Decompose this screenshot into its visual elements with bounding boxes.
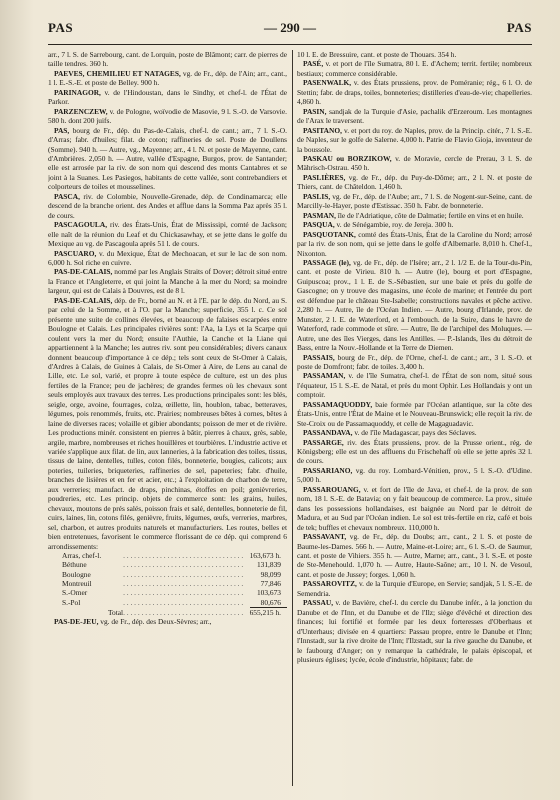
arrondissement-population: 98,099 [260, 569, 281, 579]
arrondissement-population: 163,673 h. [249, 551, 281, 561]
entry-text: nommé par les Anglais Straits of Dover; détroit situé entre la France et l'Angleterre, et qui joint la Manche à la mer du Nord; sa moindre largeur, qui est de Calais à Douvres, est de 8 l. [48, 267, 287, 296]
dictionary-entry [297, 173, 532, 192]
entry-headword: PASCAGOULA, [54, 220, 108, 230]
entry-text: v. et port du roy. de Naples, prov. de la Princip. citér., 7 l. S.-E. de Naples, sur le golfe de Salerne. 4,000 h. Patrie de Flavio Gioja, inventeur de la boussole. [297, 125, 532, 154]
entry-headword: PASSAGE (le), [303, 257, 351, 267]
entry-text: arr., 7 l. S. de Sarrebourg, cant. de Lorquin, poste de Blâmont; carr. de pierres de taille tendres. 360 h. [48, 50, 287, 69]
entry-text: vg. de Fr., dép. de l'Isère; arr., 2 l. 1/2 E. de la Tour-du-Pin, cant. et poste de Virieu. 810 h. — Autre (le), bourg et port d'Espagne, Guipuscoa; prov., 1 l. E. de S.-Sébastien, sur une baie et près du golfe de Gascogne; on y trouve des magasins, une école de marine; et l'entrée du port est défendue par le château Ste-Isabelle; constructions navales et pêche active. 2,280 h. — Autre, île de l'Océan Indien. — Autre, bourg d'Irlande, prov. de Munster, 2 l. E. de Waterford, et à l'embouch. de la Suire, dans le havre de Waterford, rade commode et sûre. — Autre, île de l'archipel des Moluques. — Autre, une des îles Vierges, dans les Antilles. — P.-Islands, îles du détroit de Bass, entre la Nouv.-Hollande et la Terre de Diemen. [297, 257, 532, 353]
entry-headword: PASSAU, [303, 598, 334, 608]
leader-dots: . . . . . . . . . . . . . . . . . . . . . . . . . . . . . . . . . [123, 569, 244, 579]
arrondissement-row [48, 570, 287, 579]
entry-headword: PAS, [54, 125, 70, 135]
arrondissement-name: Arras, chef-l. [62, 551, 102, 561]
leader-dots: . . . . . . . . . . . . . . . . . . . . . . . . . . . . . . . . . [123, 607, 244, 617]
entry-text: riv. des États-Unis, État de Mississipi, comté de Jackson; elle naît de la réunion du Leaf et du Chickasawhay, et se jette dans le golfe du Mexique au vg. de Pascagoula après 51 l. de cours. [48, 220, 287, 249]
entry-text: 10 l. E. de Bressuire, cant. et poste de Thouars. 354 h. [297, 50, 457, 59]
entry-text: vg. de Fr., dép. des Deux-Sèvres; arr., [100, 617, 212, 627]
arrondissements-table [48, 551, 287, 617]
dictionary-entry [297, 532, 532, 579]
total-population: 655,215 h. [250, 607, 287, 617]
entry-headword: PASLIS, [303, 191, 331, 201]
arrondissement-name: Boulogne [62, 569, 91, 579]
header-right-word: PAS [506, 20, 532, 35]
dictionary-entry [297, 59, 532, 78]
entry-text: v. de l'Hindoustan, dans le Sindhy, et chef-l. de l'État de Parkor. [48, 87, 287, 107]
entry-headword: PASSAMAQUODDY, [303, 399, 373, 409]
dictionary-entry [297, 220, 532, 229]
entry-text: bourg de Fr., dép. de l'Orne, chef-l. de cant.; arr., 3 l. S.-O. et poste de Domfront; fabr. de toiles. 3,400 h. [297, 352, 532, 371]
header-rule [48, 44, 532, 45]
entry-text: vg. de Fr., dép. de l'Ain; arr., cant., 1 l. E.-S.-E. et poste de Belley. 900 h. [48, 68, 287, 88]
entry-text: riv. de Colombie, Nouvelle-Grenade, dép. de Condinamarca; elle descend de la branche orient. des Andes et afflue dans la Somma Paz après 35 l. de cours. [48, 191, 287, 220]
entry-headword: PASSAMAN, [303, 371, 346, 381]
dictionary-entry [48, 249, 287, 268]
dictionary-entry [297, 258, 532, 353]
dictionary-entry [297, 78, 532, 106]
dictionary-entry [297, 466, 532, 485]
dictionary-entry [48, 69, 287, 88]
dictionary-entry [297, 438, 532, 466]
dictionary-entry [297, 371, 532, 399]
entry-headword: PASMAN, [303, 210, 336, 220]
entry-headword: PARZENCZEW, [54, 106, 108, 116]
entry-text: dép. de Fr., borné au N. et à l'E. par le dép. du Nord, au S. par celui de la Somme, et à l'O. par la Manche; superficie, 355 l. c. Ce sol présente une suite de collines élevées, et beaucoup de falaises escarpées entre Boulogne et Calais. Les principales rivières sont: l'Aa, la Lys et la Scarpe qui coulent vers la mer du Nord; ensuite l'Authie, la Canche et la Liane qui appartiennent à la Manche; les autres riv. sont peu considérables; divers canaux donnent beaucoup d'importance à ce dép.; tels sont ceux de St-Omer à Calais, d'Ardres à Calais, de Guines à Calais, de St-Omer à Aire, de Lens au canal de Lille, etc. Le sol, varié, et propre à toute espèce de culture, est un des plus fertiles de la France; peu de jachères; de grandes fermes où les chevaux sont seuls employés aux travaux des terres. Les productions principales sont: les blés, seigle, orge, avoine, fourrages, colza, œillette, lin, houblon, tabac, betteraves, légumes, pois renommés, fruits, etc. Prairies; nombreuses bêtes à cornes, bêtes à laine de diverses races; volaille et gibier abondants; poisson de mer et de rivière. Les productions minér. consistent en pierres à bâtir, pierres à chaux, grès, sable, argile, marbre, nombreuses et riches houillères et tourbières. L'industrie active et variée s'applique aux filat. de lin, aux lanneries, à la fabrication des toiles, tissus, tissus de laine, dentelles, tulles, coton filés, bonneterie, bougies, calicots; aux poteries, tuileries, briqueteries, raffineries de sel, papeteries; fabr. d'huile, branches de lisières et en fer et acier, etc.; à l'exploitation de charbon de terre, aux verreries; manufact. de draps, pinchinas, étoffes en poil; genièvreries, poudreries, etc. Les princip. objets de commerce sont: les grains, huiles, chevaux, moutons de prés salés, poisson frais et salé, dentelles, bonneterie de fil, cuirs, laines, lin, cotons filés, genièvre, fruits, légumes, œufs, verreries, marbres, sel, charbon, et autres produits naturels et manufacturiers. Les routes, belles et bien entretenues, favorisent le commerce florissant de ce dép. qui comprend 6 arrondissements: [48, 295, 287, 551]
entry-headword: PASSARGE, [303, 437, 344, 447]
entry-headword: PASLIÈRES, [303, 172, 346, 182]
entry-headword: PASSAROUANG, [303, 484, 361, 494]
arrondissement-row [48, 579, 287, 588]
arrondissement-population: 103,673 [256, 588, 281, 598]
entry-headword: PASÉ, [303, 59, 324, 69]
leader-dots: . . . . . . . . . . . . . . . . . . . . . . . . . . . . . . . . . [123, 551, 244, 561]
left-column [48, 50, 287, 790]
entry-headword: PASCA, [54, 191, 80, 201]
column-separator [292, 50, 293, 786]
entry-headword: PASQUOTANK, [303, 229, 356, 239]
entry-text: vg. de Fr., dép. de l'Aube; arr., 7 l. S. de Nogent-sur-Seine, cant. de Marcilly-le-Hayer, poste d'Estissac. 350 h. Fabr. de bonneterie. [297, 191, 532, 211]
entry-text: v. de Moravie, cercle de Prerau, 3 l. S. de Mährisch-Ostrau. 450 h. [297, 153, 532, 173]
dictionary-entry [48, 107, 287, 126]
dictionary-entry [297, 400, 532, 428]
dictionary-entry [48, 296, 287, 551]
entry-headword: PARINAGOR, [54, 87, 101, 97]
entry-text: v. de Bavière, chef-l. du cercle du Danube infér., à la jonction du Danube et de l'Inn, et du Danube et de l'Ilz; siège d'évêché et direction des finances; lui fortifié et formée par les deux forteresses d'Oberhaus et d'Unterhaus; divisée en 4 quartiers: Passau propre, entre le Danube et l'Inn; l'Innstadt, sur la rive droite de l'Inn; l'Ilzstadt, sur la rive gauche du Danube, et le faubourg d'Anger; on y remarque la cathédrale, le palais épiscopal, et plusieurs églises; lycée, école d'industrie, hôpitaux; fabr. de [297, 598, 532, 664]
entry-text: bourg de Fr., dép. du Pas-de-Calais, chef-l. de cant.; arr., 7 l. S.-O. d'Arras; fabr. d'huiles; filat. de coton; raffineries de sel. Poste de Doullens (Somme). 940 h. — Autre, vg., Mayenne; arr., 4 l. N. et poste de Mayenne, cant. d'Ambrières. 2,050 h. — Autre, vallée d'Espagne, Burgos, prov. de Santander; elle est arrosée par la riv. de son nom qui descend des monts Cantabres et se joint à la Suanes. Les Pasiegos, habitants de cette vallée, sont contrebandiers et colporteurs de toiles et mousselines. [48, 125, 287, 192]
entry-text: île de l'Adriatique, côte de Dalmatie; fertile en vins et en huile. [337, 210, 524, 220]
dictionary-entry [297, 107, 532, 126]
dictionary-entry [48, 50, 287, 69]
entry-text: v. de Sénégambie, roy. de Jereja. 300 h. [336, 220, 454, 230]
entry-headword: PASITANO, [303, 125, 342, 135]
entry-headword: PASENWALK, [303, 78, 352, 88]
entry-text: riv. des États prussiens, prov. de la Prusse orient., rég. de Königsberg; elle est un des affluens du Frischehaff où elle se jette après 32 l. de cours. [297, 437, 532, 466]
arrondissement-row [48, 560, 287, 569]
dictionary-entry [297, 230, 532, 258]
dictionary-entry [297, 428, 532, 437]
entry-text: v. du Mexique, État de Mechoacan, et sur le lac de son nom. 6,000 h. Sol riche en cuivre. [48, 248, 287, 267]
total-row [48, 607, 287, 617]
dictionary-entry [297, 485, 532, 532]
page-number: — 290 — [264, 20, 316, 35]
entry-headword: PASSAIS, [303, 352, 335, 362]
arrondissement-population: 131,839 [256, 560, 281, 570]
entry-text: baie formée par l'Océan atlantique, sur la côte des États-Unis, entre l'État de Maine et le Nouveau-Brunswick; elle reçoit la riv. de Ste-Croix ou de Passamaquoddy, et celle de Magaguadavic. [297, 399, 532, 428]
entry-headword: PASSAROVITZ, [303, 579, 357, 589]
entry-headword: PASSAVANT, [303, 532, 347, 542]
arrondissement-row [48, 598, 287, 608]
arrondissement-row [48, 551, 287, 560]
entry-headword: PAS-DE-JEU, [54, 617, 99, 627]
dictionary-entry [297, 192, 532, 211]
entry-text: sandjak de la Turquie d'Asie, pachalik d'Erzeroum. Les montagnes de l'Arax le traversent. [297, 106, 532, 126]
left-entries-bottom [48, 617, 287, 626]
dictionary-entry [48, 192, 287, 220]
entry-text: v. de la Turquie d'Europe, en Servie; sandjak, 5 l. S.-E. de Semendria. [297, 579, 532, 598]
entry-headword: PASQUA, [303, 220, 335, 230]
entry-text: v. de Pologne, woïvodie de Masovie, 9 l. S.-O. de Varsovie. 580 h. dont 200 juifs. [48, 106, 287, 126]
dictionary-entry [297, 353, 532, 372]
entry-headword: PAEVES, CHEMILIEU ET NATAGES, [54, 68, 181, 78]
total-label: Total [108, 607, 124, 617]
dictionary-entry [48, 126, 287, 192]
arrondissement-population: 80,676 [260, 597, 281, 607]
entry-text: v. de l'île Madagascar, pays des Séclaves. [354, 428, 477, 438]
arrondissement-name: S.-Pol [62, 598, 81, 607]
header-left-word: PAS [48, 20, 74, 35]
arrondissement-name: Béthune [62, 560, 87, 570]
arrondissement-name: S.-Omer [62, 588, 88, 598]
entry-text: v. et port de l'île Sumatra, 80 l. E. d'Achem; territ. fertile; nombreux bestiaux; commerce considérable. [297, 59, 532, 78]
entry-headword: PASSARIANO, [303, 465, 353, 475]
entry-text: v. et fort de l'île de Java, et chef-l. de la prov. de son nom, 18 l. S.-E. de Batavia; on y fait beaucoup de commerce. La prov., située dans les possessions hollandaises, est baignée au Nord par le détroit de Madura, et au Sud par l'Océan indien. Le sol est très-fertile en riz, café et bois de tek; buffles et chevaux nombreux. 110,000 h. [297, 484, 532, 532]
running-header [48, 20, 532, 38]
right-column [297, 50, 532, 790]
entry-headword: PAS-DE-CALAIS, [54, 267, 113, 277]
leader-dots: . . . . . . . . . . . . . . . . . . . . . . . . . . . . . . . . . [123, 578, 244, 588]
entry-headword: PASKAU ou BORZIKOW, [303, 153, 392, 163]
leader-dots: . . . . . . . . . . . . . . . . . . . . . . . . . . . . . . . . . [123, 588, 244, 598]
leader-dots: . . . . . . . . . . . . . . . . . . . . . . . . . . . . . . . . . [123, 560, 244, 570]
entry-headword: PASIN, [303, 106, 327, 116]
arrondissement-name: Montreuil [62, 578, 92, 588]
entry-headword: PAS-DE-CALAIS, [54, 295, 113, 305]
entry-text: comté des États-Unis, État de la Caroline du Nord; arrosé par la riv. de son nom, qui se jette dans le golfe d'Albemarle. 8,010 h. Chef-l., Nixonton. [297, 229, 532, 258]
arrondissement-population: 77,846 [260, 578, 281, 588]
entry-text: vg. de Fr., dép. du Puy-de-Dôme; arr., 2 l. N. et poste de Thiers, cant. de Châteldon. 1,460 h. [297, 172, 532, 192]
entry-headword: PASCUARO, [54, 248, 97, 258]
dictionary-entry [297, 579, 532, 598]
entry-text: v. de l'île Sumatra, chef-l. de l'État de son nom, situé sous l'équateur, 15 l. S.-E. de Natal, et près du mont Ophir. Les Hollandais y ont un comptoir. [297, 371, 532, 400]
left-entries [48, 50, 287, 551]
dictionary-entry [297, 126, 532, 154]
right-entries [297, 50, 532, 664]
dictionary-entry [297, 211, 532, 220]
dictionary-entry [297, 598, 532, 664]
dictionary-entry [48, 220, 287, 248]
dictionary-entry [297, 154, 532, 173]
entry-text: vg. du roy. Lombard-Vénitien, prov., 5 l. S.-O. d'Udine. 5,000 h. [297, 465, 532, 485]
dictionary-entry [48, 267, 287, 295]
entry-text: v. des États prussiens, prov. de Poméranie; rég., 6 l. O. de Stettin; fabr. de draps, toiles, bonneteries; distilleries d'eau-de-vie; chapelleries. 4,860 h. [297, 78, 532, 107]
dictionary-entry [48, 88, 287, 107]
entry-headword: PASSANDAVA, [303, 428, 353, 438]
leader-dots: . . . . . . . . . . . . . . . . . . . . . . . . . . . . . . . . . [123, 598, 244, 607]
entry-text: vg. de Fr., dép. du Doubs; arr., cant., 2 l. S. et poste de Baume-les-Dames. 566 h. — Autre, Maine-et-Loire; arr., 6 l. S.-O. de Saumur, cant. et poste de Vihiers. 355 h. — Autre, Marne; arr., cant., 3 l. S.-E. et poste de Ste-Menehould. 1,070 h. — Autre, Haute-Saône; arr., 10 l. N. de Vesoul, cant. et poste de Jussey; forges. 1,060 h. [297, 532, 532, 579]
dictionary-entry [48, 617, 287, 626]
arrondissement-row [48, 588, 287, 597]
